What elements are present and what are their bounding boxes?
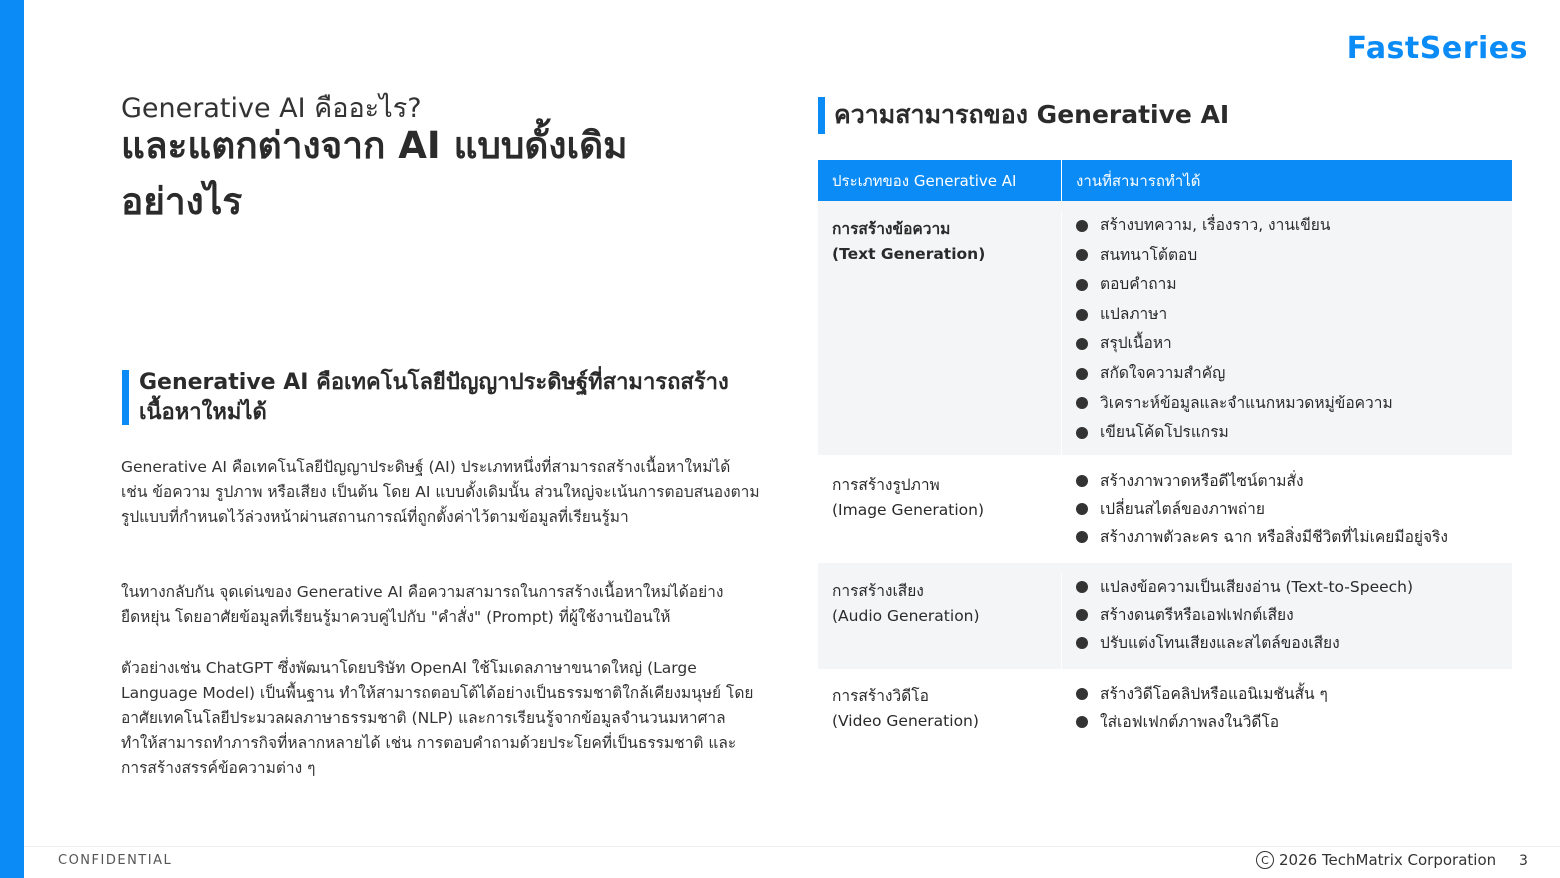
items-cell (1062, 680, 1512, 749)
table-row-image (818, 455, 1512, 563)
type-en: (Text Generation) (832, 245, 986, 263)
list-item: เปลี่ยนสไตล์ของภาพถ่าย (1076, 495, 1512, 523)
bullet-icon (1076, 279, 1088, 291)
bullet-icon (1076, 368, 1088, 380)
type-en: (Audio Generation) (832, 607, 980, 625)
table-row-audio (818, 563, 1512, 669)
list-item: แปลภาษา (1076, 300, 1512, 330)
type-th: การสร้างข้อความ (832, 220, 951, 238)
section-accent (122, 370, 129, 425)
bullet-icon (1076, 397, 1088, 409)
header-tasks: งานที่สามารถทำได้ (1076, 171, 1201, 190)
paragraph-3: ตัวอย่างเช่น ChatGPT ซึ่งพัฒนาโดยบริษัท OpenAI ใช้โมเดลภาษาขนาดใหญ่ (Large Language Model) เป็นพื้นฐาน ทำให้สามารถตอบโต้ได้อย่างเป็นธรรมชาติใกล้เคียงมนุษย์ โดยอาศัยเทคโนโลยีประมวลผลภาษาธรรมชาติ (NLP) และการเรียนรู้จากข้อมูลจำนวนมหาศาล ทำให้สามารถทำภารกิจที่หลากหลายได้ เช่น การตอบคำถามด้วยประโยคที่เป็นธรรมชาติ และการสร้างสรรค์ข้อความต่าง ๆ (121, 659, 754, 777)
type-cell (818, 467, 1062, 563)
bullet-icon (1076, 609, 1088, 621)
type-th: การสร้างวิดีโอ (832, 687, 929, 705)
items-cell (1062, 573, 1512, 669)
list-item: วิเคราะห์ข้อมูลและจำแนกหมวดหมู่ข้อความ (1076, 389, 1512, 419)
capabilities-heading: ความสามารถของ Generative AI (834, 100, 1230, 129)
table-row-video (818, 669, 1512, 749)
list-item: ปรับแต่งโทนเสียงและสไตล์ของเสียง (1076, 629, 1512, 657)
left-accent-bar (0, 0, 24, 878)
header-type: ประเภทของ Generative AI (818, 160, 1062, 201)
type-th: การสร้างรูปภาพ (832, 476, 940, 494)
bullet-icon (1076, 249, 1088, 261)
items-cell (1062, 467, 1512, 563)
list-item: สร้างดนตรีหรือเอฟเฟกต์เสียง (1076, 601, 1512, 629)
bullet-icon (1076, 475, 1088, 487)
page-subtitle: Generative AI คืออะไร? (121, 93, 422, 124)
list-item: สนทนาโต้ตอบ (1076, 241, 1512, 271)
list-item: สร้างภาพตัวละคร ฉาก หรือสิ่งมีชีวิตที่ไม่เคยมีอยู่จริง (1076, 523, 1512, 551)
bullet-icon (1076, 338, 1088, 350)
list-item: สรุปเนื้อหา (1076, 329, 1512, 359)
list-item: แปลงข้อความเป็นเสียงอ่าน (Text-to-Speech) (1076, 573, 1512, 601)
type-cell (818, 211, 1062, 455)
table-header (818, 160, 1512, 201)
bullet-icon (1076, 503, 1088, 515)
list-item: สกัดใจความสำคัญ (1076, 359, 1512, 389)
logo-text: FastSeries (1346, 30, 1528, 66)
type-en: (Image Generation) (832, 501, 985, 519)
list-item: ตอบคำถาม (1076, 270, 1512, 300)
bullet-icon (1076, 716, 1088, 728)
capabilities-accent (818, 97, 825, 134)
type-th: การสร้างเสียง (832, 582, 924, 600)
bullet-icon (1076, 531, 1088, 543)
bullet-icon (1076, 688, 1088, 700)
table-row-text (818, 201, 1512, 455)
type-cell (818, 573, 1062, 669)
paragraph-2: ในทางกลับกัน จุดเด่นของ Generative AI คือความสามารถในการสร้างเนื้อหาใหม่ได้อย่างยืดหยุ่น โดยอาศัยข้อมูลที่เรียนรู้มาควบคู่ไปกับ "คำสั่ง" (Prompt) ที่ผู้ใช้งานป้อนให้ (121, 583, 724, 626)
copyright-text: 2026 TechMatrix Corporation (1279, 851, 1497, 869)
bullet-icon (1076, 309, 1088, 321)
list-item: สร้างบทความ, เรื่องราว, งานเขียน (1076, 211, 1512, 241)
fastseries-logo (1347, 28, 1528, 68)
bullet-icon (1076, 637, 1088, 649)
confidential-label: CONFIDENTIAL (58, 853, 173, 868)
page-number: 3 (1519, 853, 1528, 869)
section-heading: Generative AI คือเทคโนโลยีปัญญาประดิษฐ์ที่สามารถสร้างเนื้อหาใหม่ได้ (139, 370, 729, 425)
bullet-icon (1076, 581, 1088, 593)
page-title: และแตกต่างจาก AI แบบดั้งเดิมอย่างไร (121, 124, 628, 223)
list-item: ใส่เอฟเฟกต์ภาพลงในวิดีโอ (1076, 708, 1512, 736)
list-item: เขียนโค้ดโปรแกรม (1076, 418, 1512, 448)
list-item: สร้างภาพวาดหรือดีไซน์ตามสั่ง (1076, 467, 1512, 495)
list-item: สร้างวิดีโอคลิปหรือแอนิเมชันสั้น ๆ (1076, 680, 1512, 708)
bullet-icon (1076, 220, 1088, 232)
copyright-icon: C (1256, 851, 1274, 869)
paragraph-1: Generative AI คือเทคโนโลยีปัญญาประดิษฐ์ (AI) ประเภทหนึ่งที่สามารถสร้างเนื้อหาใหม่ได้ เช่น ข้อความ รูปภาพ หรือเสียง เป็นต้น โดย AI แบบดั้งเดิมนั้น ส่วนใหญ่จะเน้นการตอบสนองตามรูปแบบที่กำหนดไว้ล่วงหน้าผ่านสถานการณ์ที่ถูกตั้งค่าไว้ตามข้อมูลที่เรียนรู้มา (121, 458, 760, 526)
type-cell (818, 680, 1062, 749)
footer-divider (24, 846, 1560, 847)
items-cell (1062, 211, 1512, 455)
type-en: (Video Generation) (832, 712, 979, 730)
copyright (1256, 851, 1496, 869)
bullet-icon (1076, 427, 1088, 439)
capabilities-table (818, 160, 1512, 749)
